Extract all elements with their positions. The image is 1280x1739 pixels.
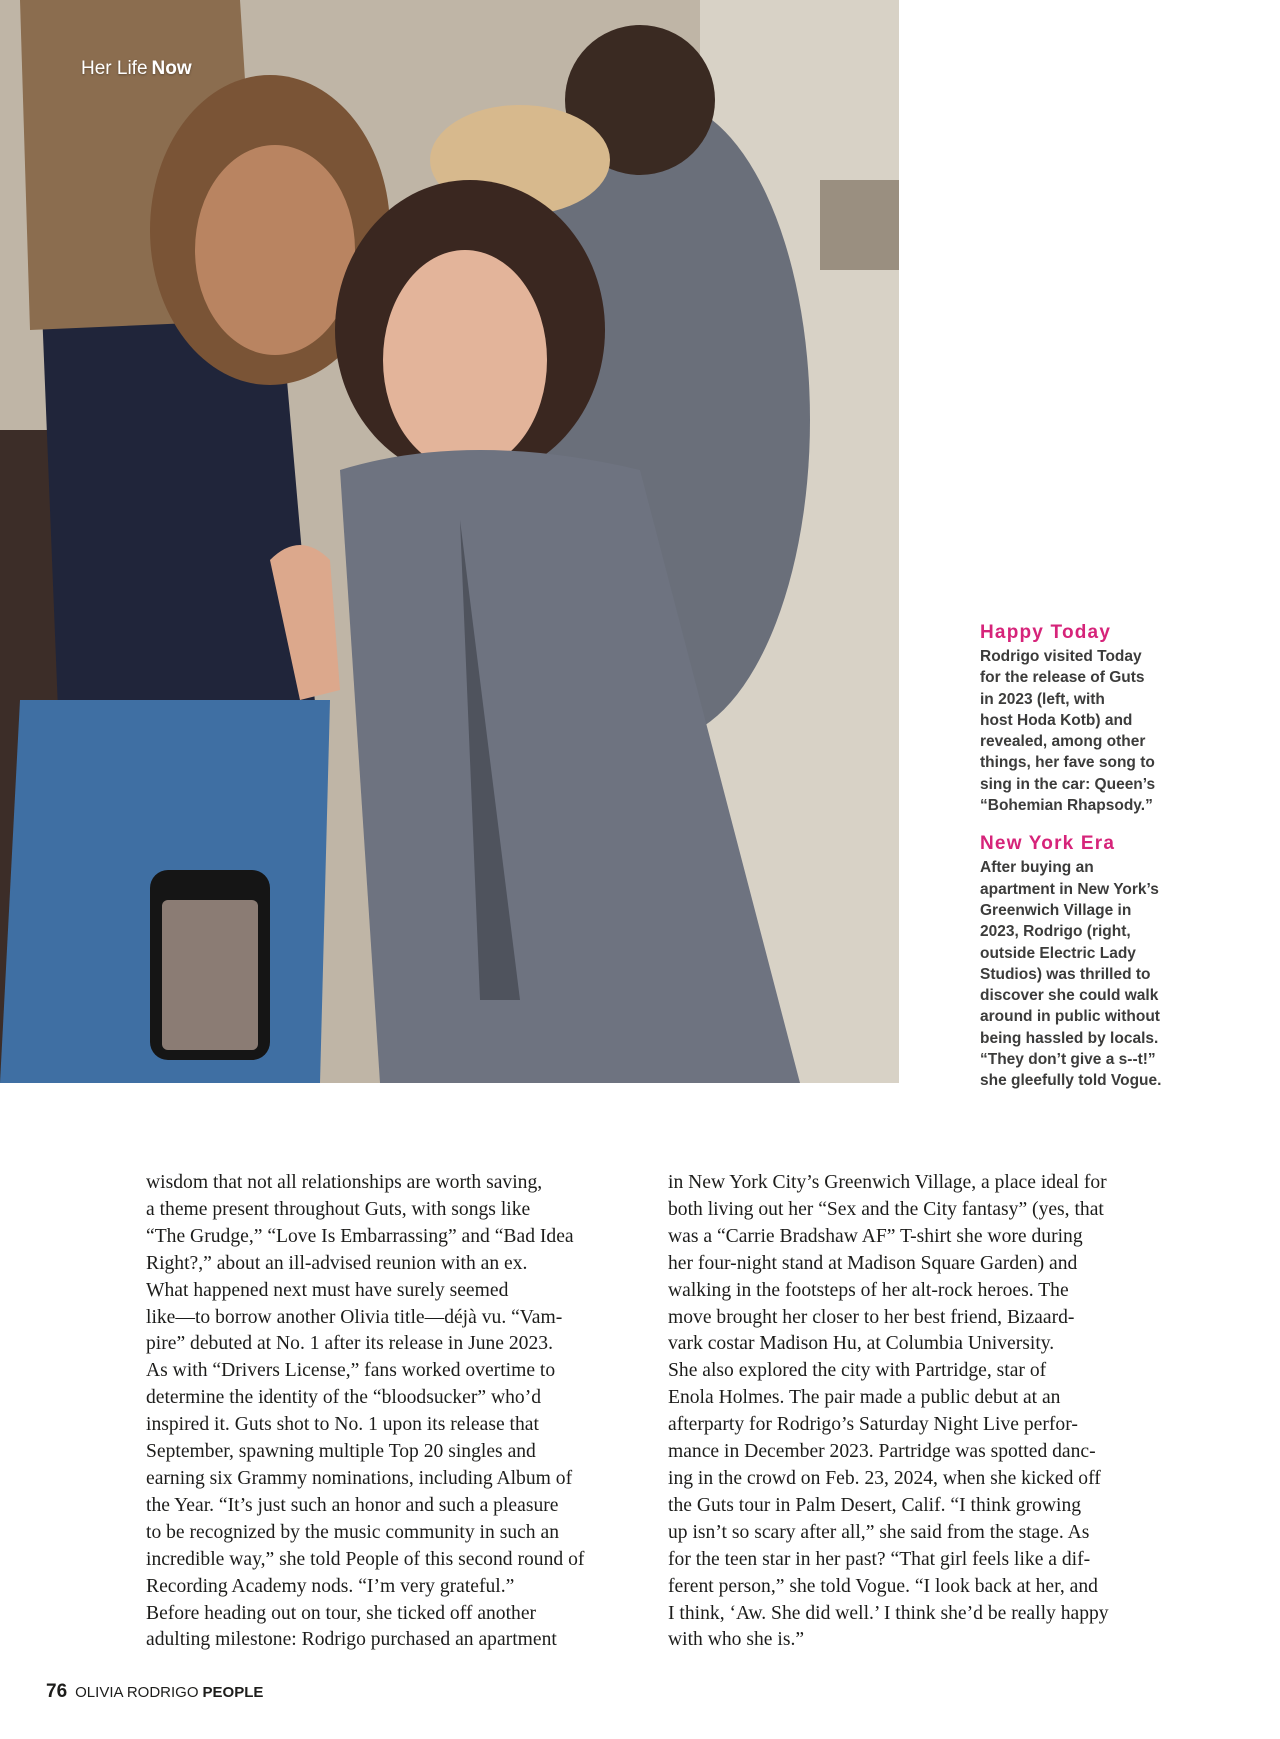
caption-block — [980, 622, 1180, 816]
photo-captions — [980, 622, 1180, 1092]
caption-body: Rodrigo visited Today for the release of Guts in 2023 (left, with host Hoda Kotb) and revealed, among other things, her fave song to sing in the car: Queen’s “Bohemian Rhapsody.” — [980, 648, 1156, 815]
caption-body: After buying an apartment in New York’s Greenwich Village in 2023, Rodrigo (right, outside Electric Lady Studios) was thrilled to discover she could walk around in public without being hassled by locals. “They don’t give a s--t!” she gleefully told Vogue. — [980, 859, 1162, 1090]
section-label-prefix: Her Life — [81, 58, 148, 79]
photo-illustration-icon — [0, 0, 899, 1083]
page-footer — [46, 1681, 263, 1703]
caption-title: New York Era — [980, 833, 1116, 855]
caption-title: Happy Today — [980, 622, 1112, 643]
section-label — [81, 58, 192, 80]
caption-block — [980, 833, 1180, 1091]
body-column-right: in New York City’s Greenwich Village, a place ideal for both living out her “Sex and the City fantasy” (yes, that was a “Carrie Bradshaw AF” T-shirt she wore during her four-night stand at Madison Square Garden) and walking in the footsteps of her alt-rock heroes. The move brought her closer to her best friend, Bizaard- vark costar Madison Hu, at Columbia University. She also explored the city with Partridge, star of Enola Holmes. The pair made a public debut at an afterparty for Rodrigo’s Saturday Night Live perfor- mance in December 2023. Partridge was spotted danc- ing in the crowd on Feb. 23, 2024, when she kicked off the Guts tour in Palm Desert, Calif. “I think growing up isn’t so scary after all,” she said from the stage. As for the teen star in her past? “That girl feels like a dif- ferent person,” she told Vogue. “I look back at her, and I think, ‘Aw. She did well.’ I think she’d be really happy with who she is.” — [668, 1172, 1109, 1651]
feature-name: OLIVIA RODRIGO — [75, 1684, 199, 1701]
page-number: 76 — [46, 1681, 68, 1702]
feature-photo — [0, 0, 899, 1083]
magazine-name: PEOPLE — [202, 1684, 264, 1701]
body-column-left: wisdom that not all relationships are worth saving, a theme present throughout Guts, with songs like “The Grudge,” “Love Is Embarrassing” and “Bad Idea Right?,” about an ill-advised reunion with an ex. What happened next must have surely seemed like—to borrow another Olivia title—déjà vu. “Vam- pire” debuted at No. 1 after its release in June 2023. As with “Drivers License,” fans worked overtime to determine the identity of the “bloodsucker” who’d inspired it. Guts shot to No. 1 upon its release that September, spawning multiple Top 20 singles and earning six Grammy nominations, including Album of the Year. “It’s just such an honor and such a pleasure to be recognized by the music community in such an incredible way,” she told People of this second round of Recording Academy nods. “I’m very grateful.” Before heading out on tour, she ticked off another adulting milestone: Rodrigo purchased an apartment — [146, 1172, 585, 1651]
section-label-bold: Now — [151, 58, 192, 79]
